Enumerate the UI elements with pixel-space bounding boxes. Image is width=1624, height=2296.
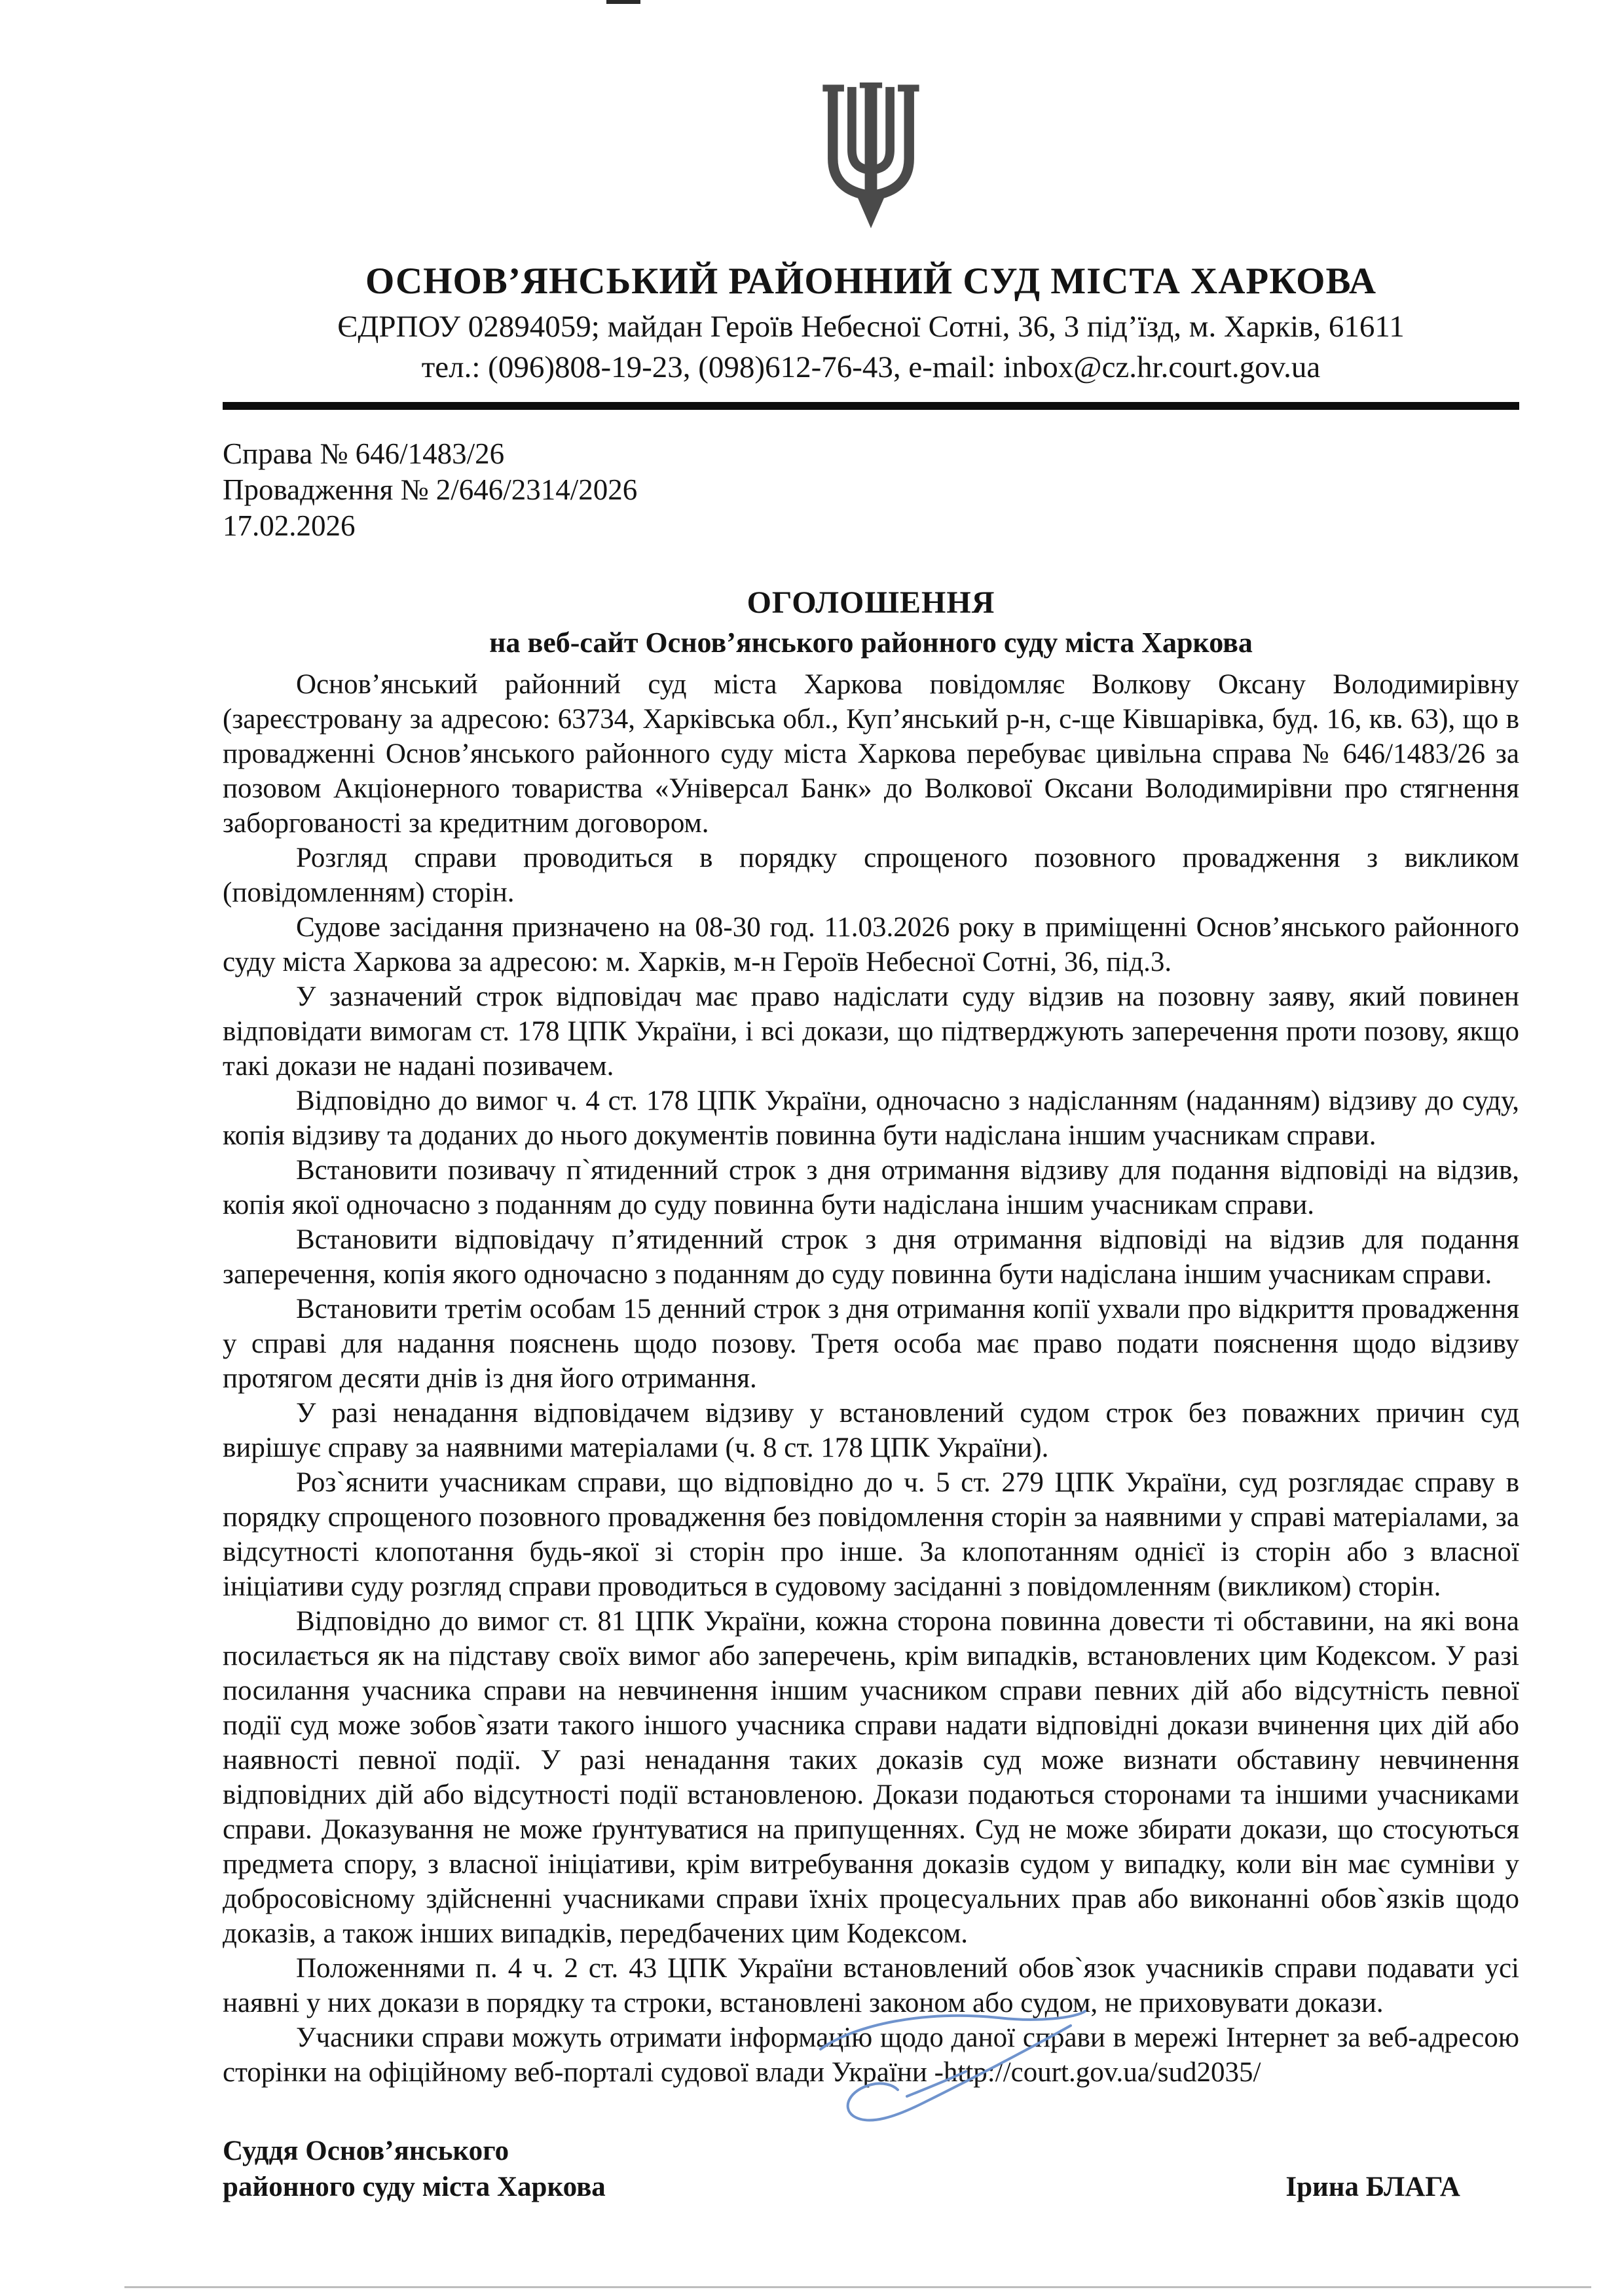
body-paragraph: Встановити позивачу п`ятиденний строк з дня отримання відзиву для подання відповіді на відзив, копія якої одночасно з поданням до суду повинна бути надіслана іншим учасникам справи. [223, 1155, 1519, 1220]
body-paragraph: Відповідно до вимог ст. 81 ЦПК України, кожна сторона повинна довести ті обставини, на які вона посилається як на підставу своїх вимог або заперечень, крім випадків, встановлених цим Кодексом. У разі посилання учасника справи на невчинення іншим учасником справи певних дій або відсутність певної події суд може зобов`язати такого іншого учасника справи надати відповідні докази вчинення цих дій або наявності певної події. У разі ненадання таких доказів суд може визнати обставину невчинення відповідних дій або відсутності події встановленою. Докази подаються сторонами та іншими учасниками справи. Доказування не може ґрунтуватися на припущеннях. Суд не може збирати докази, що стосуються предмета спору, з власної ініціативи, крім витребування доказів судом у випадку, коли він має сумніви у добросовісному здійсненні учасниками справи їхніх процесуальних прав або виконанні обов`язків щодо доказів, а також інших випадків, передбачених цим Кодексом. [223, 1606, 1519, 1949]
case-info [223, 436, 1519, 544]
court-name: ОСНОВ’ЯНСЬКИЙ РАЙОННИЙ СУД МІСТА ХАРКОВА [365, 261, 1377, 302]
scan-artifact-bottom [124, 2286, 1591, 2288]
judge-name: Ірина БЛАГА [1285, 2172, 1460, 2202]
body-paragraph: Встановити третім особам 15 денний строк з дня отримання копії ухвали про відкриття провадження у справі для надання пояснень щодо позову. Третя особа має право подати пояснення щодо відзиву протягом десяти днів із дня його отримання. [223, 1294, 1519, 1394]
court-contacts: тел.: (096)808-19-23, (098)612-76-43, e-mail: inbox@cz.hr.court.gov.ua [421, 350, 1321, 384]
announcement-body [223, 667, 1519, 2090]
signature-block [223, 2133, 1519, 2205]
body-paragraph: Відповідно до вимог ч. 4 ст. 178 ЦПК України, одночасно з надісланням (наданням) відзиву до суду, копія відзиву та доданих до нього документів повинна бути надіслана іншим учасникам справи. [223, 1085, 1519, 1151]
case-number: Справа № 646/1483/26 [223, 437, 505, 470]
ukraine-trident-emblem [815, 82, 927, 234]
body-paragraph: Встановити відповідачу п’ятиденний строк з дня отримання відповіді на відзив для подання заперечення, копія якого одночасно з поданням до суду повинна бути надіслана іншим учасникам справи. [223, 1224, 1519, 1290]
announcement-subtitle: на веб-сайт Основ’янського районного суду міста Харкова [489, 627, 1253, 659]
document-content [223, 0, 1519, 2205]
court-address: ЄДРПОУ 02894059; майдан Героїв Небесної Сотні, 36, 3 під’їзд, м. Харків, 61611 [337, 310, 1405, 344]
proceeding-number: Провадження № 2/646/2314/2026 [223, 473, 638, 506]
body-paragraph: Судове засідання призначено на 08-30 год. 11.03.2026 року в приміщенні Основ’янського районного суду міста Харкова за адресою: м. Харків, м-н Героїв Небесної Сотні, 36, під.3. [223, 912, 1519, 977]
letterhead-divider [223, 402, 1519, 410]
body-paragraph: Розгляд справи проводиться в порядку спрощеного позовного провадження з викликом (повідомленням) сторін. [223, 843, 1519, 908]
body-paragraph: Учасники справи можуть отримати інформацію щодо даної справи в мережі Інтернет за веб-адресою сторінки на офіційному веб-порталі судової влади України -http://court.gov.ua/sud2035/ [223, 2022, 1519, 2088]
body-paragraph: У разі ненадання відповідачем відзиву у встановлений судом строк без поважних причин суд вирішує справу за наявними матеріалами (ч. 8 ст. 178 ЦПК України). [223, 1398, 1519, 1463]
body-paragraph: У зазначений строк відповідач має право надіслати суду відзив на позовну заяву, який повинен відповідати вимогам ст. 178 ЦПК України, і всі докази, що підтверджують заперечення проти позову, якщо такі докази не надані позивачем. [223, 981, 1519, 1082]
announcement-title: ОГОЛОШЕННЯ [747, 585, 995, 620]
letterhead [223, 0, 1519, 410]
document-date: 17.02.2026 [223, 509, 356, 542]
body-paragraph: Положеннями п. 4 ч. 2 ст. 43 ЦПК України встановлений обов`язок учасників справи подавати усі наявні у них докази в порядку та строки, встановлені законом або судом, не приховувати докази. [223, 1953, 1519, 2018]
body-paragraph: Основ’янський районний суд міста Харкова повідомляє Волкову Оксану Володимирівну (зареєстровану за адресою: 63734, Харківська обл., Куп’янський р-н, с-ще Ківшарівка, буд. 16, кв. 63), що в провадженні Основ’янського районного суду міста Харкова перебуває цивільна справа № 646/1483/26 за позовом Акціонерного товариства «Універсал Банк» до Волкової Оксани Володимирівни про стягнення заборгованості за кредитним договором. [223, 669, 1519, 839]
body-paragraph: Роз`яснити учасникам справи, що відповідно до ч. 5 ст. 279 ЦПК України, суд розглядає справу в порядку спрощеного позовного провадження без повідомлення сторін за наявними у справі матеріалами, за відсутності клопотання будь-якої зі сторін про інше. За клопотанням однієї із сторін або з власної ініціативи суду розгляд справи проводиться в судовому засіданні з повідомленням (викликом) сторін. [223, 1467, 1519, 1602]
judge-title: Суддя Основ’янського районного суду міста Харкова [223, 2136, 606, 2202]
handwritten-signature [809, 1998, 1097, 2136]
